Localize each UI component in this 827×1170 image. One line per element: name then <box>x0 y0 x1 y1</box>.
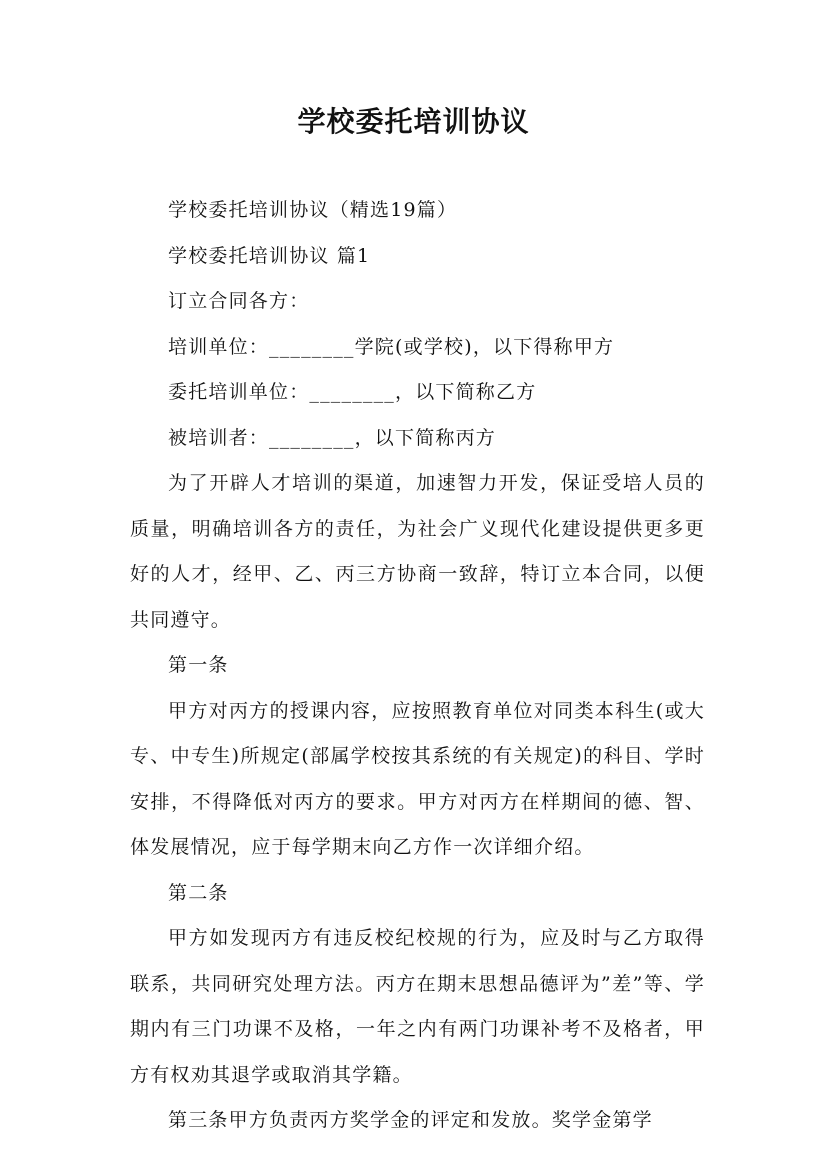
preamble-paragraph: 为了开辟人才培训的渠道，加速智力开发，保证受培人员的质量，明确培训各方的责任，为社会广义现代化建设提供更多更好的人才，经甲、乙、丙三方协商一致辞，特订立本合同，以便共同遵守。 <box>130 472 705 631</box>
subtitle-paragraph: 学校委托培训协议（精选19篇） <box>168 199 458 221</box>
document-body <box>130 188 705 1144</box>
party-c-line: 被培训者：________，以下简称丙方 <box>168 426 497 449</box>
parties-heading: 订立合同各方： <box>168 290 310 312</box>
party-a-line: 培训单位：________学院(或学校)，以下得称甲方 <box>168 335 615 358</box>
article-2-paragraph: 甲方如发现丙方有违反校纪校规的行为，应及时与乙方取得联系，共同研究处理方法。丙方在期末思想品德评为”差”等、学期内有三门功课不及格，一年之内有两门功课补考不及格者，甲方有权劝其退学或取消其学籍。 <box>130 927 705 1086</box>
article-1-heading: 第一条 <box>168 654 229 676</box>
section-heading: 学校委托培训协议 篇1 <box>168 244 371 267</box>
party-b-line: 委托培训单位：________，以下简称乙方 <box>168 381 537 403</box>
article-3-paragraph: 第三条甲方负责丙方奖学金的评定和发放。奖学金第学 <box>168 1109 653 1131</box>
document-title: 学校委托培训协议 <box>297 105 530 138</box>
article-2-heading: 第二条 <box>168 881 229 904</box>
article-1-paragraph: 甲方对丙方的授课内容，应按照教育单位对同类本科生(或大专、中专生)所规定(部属学校按其系统的有关规定)的科目、学时安排，不得降低对丙方的要求。甲方对丙方在样期间的德、智、体发展情况，应于每学期末向乙方作一次详细介绍。 <box>130 699 705 858</box>
